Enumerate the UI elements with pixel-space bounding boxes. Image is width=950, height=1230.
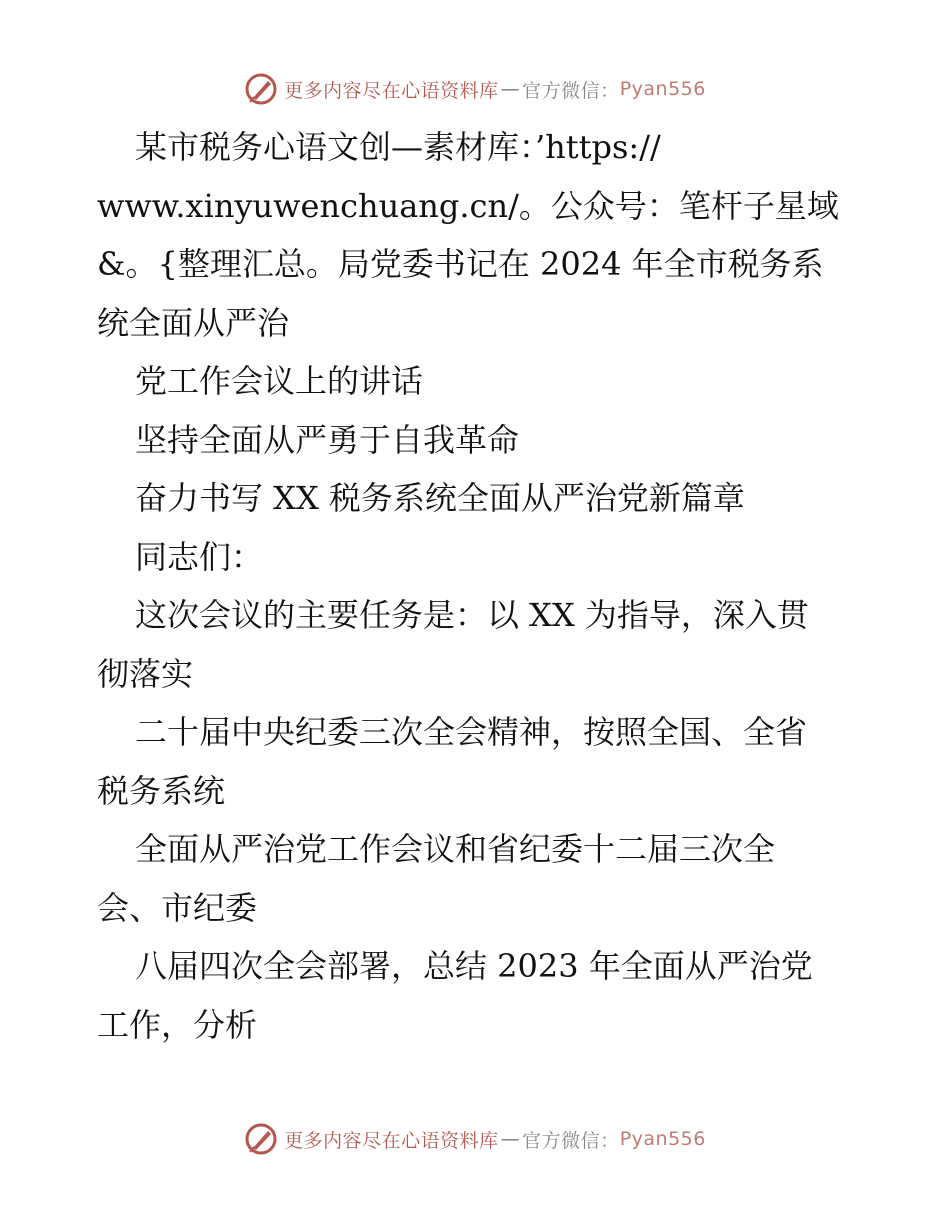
text-line: 彻落实 xyxy=(97,654,194,693)
text-line: 税务系统 xyxy=(97,771,226,810)
text-line: 坚持全面从严勇于自我革命 xyxy=(135,420,520,459)
text-line: 党工作会议上的讲话 xyxy=(135,362,424,400)
text-line: 工作，分析 xyxy=(97,1005,258,1044)
text-line: 全面从严治党工作会议和省纪委十二届三次全 xyxy=(135,830,776,868)
watermark-contact-label: 官方微信： xyxy=(522,1129,620,1152)
text-line: 这次会议的主要任务是：以 XX 为指导，深入贯 xyxy=(135,596,809,634)
text-line: 八届四次全会部署，总结 2023 年全面从严治党 xyxy=(135,947,813,985)
text-line: 二十届中央纪委三次全会精神，按照全国、全省 xyxy=(135,713,808,751)
watermark-prefix: 更多内容尽在心语资料库 xyxy=(284,79,499,102)
watermark-wechat-id: Pyan556 xyxy=(619,1128,706,1150)
footer-watermark xyxy=(0,1122,950,1156)
text-line: 同志们： xyxy=(135,537,264,576)
quill-pen-logo-icon xyxy=(244,72,278,106)
watermark-separator: — xyxy=(500,1128,521,1150)
text-line: 某市税务心语文创—素材库：’https:// xyxy=(135,128,661,166)
header-watermark xyxy=(0,72,950,106)
text-line: &。{整理汇总。局党委书记在 2024 年全市税务系 xyxy=(97,245,824,283)
document-body xyxy=(97,118,857,1054)
watermark-contact-label: 官方微信： xyxy=(522,79,620,102)
text-line: 统全面从严治 xyxy=(97,303,290,342)
watermark-wechat-id: Pyan556 xyxy=(619,78,706,100)
quill-pen-logo-icon xyxy=(244,1122,278,1156)
watermark-separator: — xyxy=(500,78,521,100)
watermark-prefix: 更多内容尽在心语资料库 xyxy=(284,1129,499,1152)
text-line: www.xinyuwenchuang.cn/。公众号：笔杆子星域 xyxy=(97,186,839,225)
text-line: 会、市纪委 xyxy=(97,888,258,927)
text-line: 奋力书写 XX 税务系统全面从严治党新篇章 xyxy=(135,479,745,517)
